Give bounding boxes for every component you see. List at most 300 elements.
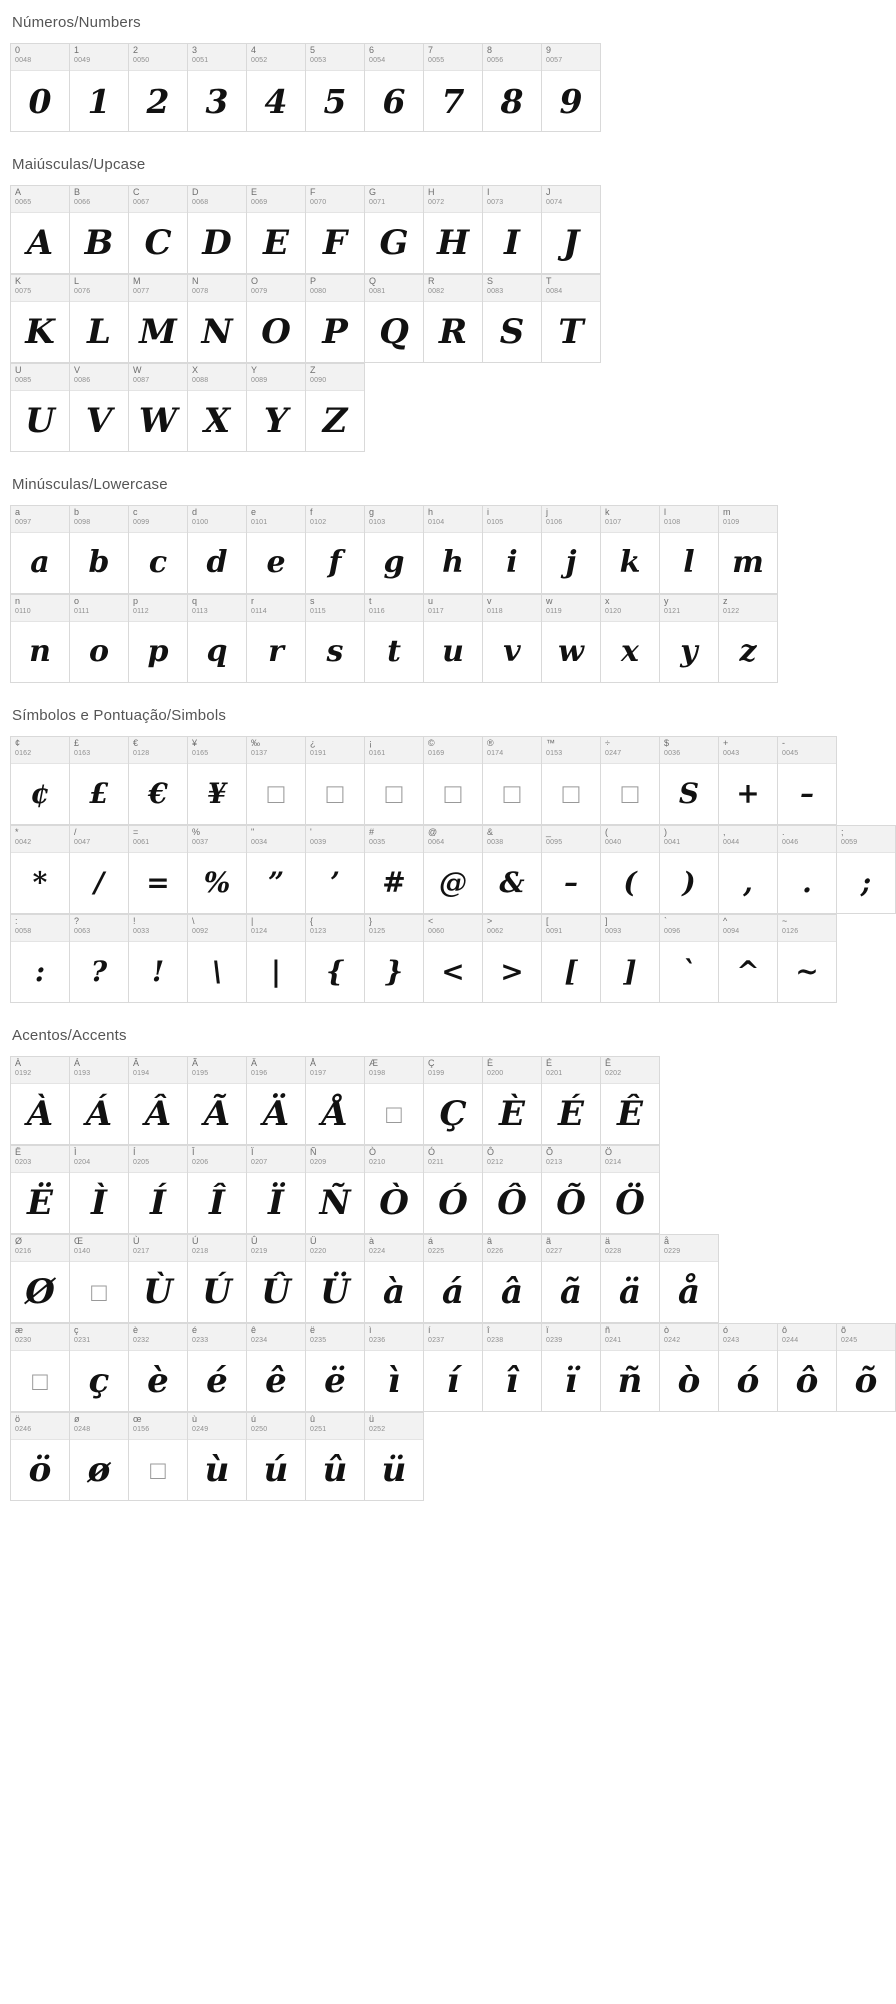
glyph-cell[interactable]	[306, 1235, 365, 1323]
glyph-cell[interactable]	[719, 595, 778, 683]
glyph-unicode-label: 0034	[251, 839, 268, 846]
glyph-cell-header	[70, 1235, 128, 1262]
glyph-cell[interactable]	[778, 915, 837, 1003]
glyph-cell[interactable]	[70, 506, 129, 594]
glyph-cell[interactable]	[365, 915, 424, 1003]
glyph-cell[interactable]	[365, 186, 424, 274]
glyph-cell-header	[247, 915, 305, 942]
glyph-char-label: o	[74, 596, 80, 606]
glyph-cell[interactable]	[306, 506, 365, 594]
glyph-char-label: 6	[369, 45, 375, 55]
glyph-cell[interactable]	[424, 1235, 483, 1323]
glyph-cell[interactable]	[719, 826, 778, 914]
glyph-cell[interactable]	[424, 1057, 483, 1145]
glyph-preview: v	[503, 634, 521, 669]
glyph-cell[interactable]	[129, 1324, 188, 1412]
glyph-char-label: Å	[310, 1058, 317, 1068]
glyph-cell[interactable]	[483, 1324, 542, 1412]
glyph-cell[interactable]	[11, 1146, 70, 1234]
glyph-preview: A	[26, 223, 54, 263]
glyph-char-label: S	[487, 276, 494, 286]
glyph-unicode-label: 0194	[133, 1070, 150, 1077]
glyph-cell[interactable]	[129, 915, 188, 1003]
glyph-cell-header	[542, 1324, 600, 1351]
glyph-unicode-label: 0161	[369, 750, 386, 757]
glyph-cell[interactable]	[306, 364, 365, 452]
glyph-unicode-label: 0074	[546, 199, 563, 206]
glyph-cell[interactable]	[778, 1324, 837, 1412]
glyph-cell[interactable]	[247, 737, 306, 825]
glyph-unicode-label: 0112	[133, 608, 149, 615]
glyph-cell[interactable]	[188, 1057, 247, 1145]
glyph-cell[interactable]	[247, 275, 306, 363]
glyph-cell[interactable]	[188, 364, 247, 452]
glyph-cell[interactable]	[542, 737, 601, 825]
glyph-unicode-label: 0075	[15, 288, 32, 295]
glyph-cell-header	[719, 826, 777, 853]
glyph-cell[interactable]	[365, 506, 424, 594]
glyph-cell-header	[719, 595, 777, 622]
glyph-char-label: ø	[74, 1414, 80, 1424]
glyph-cell-header	[365, 1235, 423, 1262]
glyph-unicode-label: 0036	[664, 750, 681, 757]
glyph-cell[interactable]	[247, 826, 306, 914]
glyph-cell[interactable]	[188, 737, 247, 825]
glyph-cell[interactable]	[424, 506, 483, 594]
glyph-char-label: 2	[133, 45, 139, 55]
glyph-cell[interactable]	[11, 186, 70, 274]
glyph-cell[interactable]	[424, 275, 483, 363]
glyph-char-label: i	[487, 507, 489, 517]
glyph-cell[interactable]	[11, 915, 70, 1003]
glyph-cell-header	[247, 595, 305, 622]
glyph-cell[interactable]	[188, 1146, 247, 1234]
glyph-cell[interactable]	[542, 915, 601, 1003]
glyph-char-label: ¢	[15, 738, 21, 748]
glyph-unicode-label: 0249	[192, 1426, 209, 1433]
glyph-cell[interactable]	[424, 1324, 483, 1412]
glyph-unicode-label: 0251	[310, 1426, 327, 1433]
glyph-cell[interactable]	[365, 275, 424, 363]
glyph-cell-header	[483, 1235, 541, 1262]
glyph-cell[interactable]	[129, 826, 188, 914]
glyph-cell-header	[188, 737, 246, 764]
glyph-char-label: æ	[15, 1325, 24, 1335]
glyph-cell-header	[129, 1413, 187, 1440]
glyph-unicode-label: 0218	[192, 1248, 209, 1255]
glyph-char-label: 8	[487, 45, 493, 55]
glyph-unicode-label: 0063	[74, 928, 91, 935]
glyph-cell-header	[247, 1235, 305, 1262]
glyph-cell-header	[11, 1057, 69, 1084]
glyph-char-label: ¡	[369, 738, 372, 748]
glyph-preview: *	[32, 866, 48, 899]
glyph-cell[interactable]	[601, 1146, 660, 1234]
glyph-preview: (	[623, 866, 637, 899]
glyph-char-label: ã	[546, 1236, 552, 1246]
glyph-preview: ]	[623, 955, 637, 988]
glyph-cell[interactable]	[365, 595, 424, 683]
glyph-preview: ò	[677, 1361, 701, 1401]
glyph-cell[interactable]	[247, 506, 306, 594]
glyph-cell[interactable]	[11, 737, 70, 825]
glyph-cell[interactable]	[601, 1324, 660, 1412]
glyph-cell[interactable]	[365, 1235, 424, 1323]
glyph-unicode-label: 0124	[251, 928, 268, 935]
glyph-char-label: Â	[133, 1058, 140, 1068]
glyph-char-label: Ç	[428, 1058, 435, 1068]
glyph-cell[interactable]	[660, 826, 719, 914]
glyph-cell[interactable]	[601, 915, 660, 1003]
glyph-cell[interactable]	[70, 364, 129, 452]
glyph-cell[interactable]	[365, 1324, 424, 1412]
glyph-cell[interactable]	[129, 364, 188, 452]
glyph-unicode-label: 0198	[369, 1070, 386, 1077]
glyph-cell[interactable]	[542, 186, 601, 274]
glyph-cell-header	[70, 1324, 128, 1351]
glyph-char-label: ,	[723, 827, 726, 837]
glyph-cell[interactable]	[601, 595, 660, 683]
glyph-preview: 7	[441, 81, 465, 121]
glyph-cell[interactable]	[247, 915, 306, 1003]
glyph-cell[interactable]	[188, 595, 247, 683]
glyph-unicode-label: 0113	[192, 608, 208, 615]
glyph-cell[interactable]	[129, 44, 188, 132]
glyph-cell[interactable]	[306, 44, 365, 132]
glyph-cell-header	[424, 1324, 482, 1351]
glyph-char-label: d	[192, 507, 198, 517]
glyph-cell-header	[542, 44, 600, 71]
glyph-cell[interactable]	[424, 595, 483, 683]
glyph-char-label: 4	[251, 45, 257, 55]
glyph-cell[interactable]	[365, 737, 424, 825]
glyph-cell-header	[778, 826, 836, 853]
glyph-cell[interactable]	[660, 1235, 719, 1323]
glyph-cell[interactable]	[660, 506, 719, 594]
glyph-preview: À	[26, 1094, 54, 1134]
section-title: Acentos/Accents	[12, 1027, 127, 1044]
glyph-preview: u	[442, 634, 464, 669]
glyph-cell-header	[601, 1235, 659, 1262]
glyph-missing-box-icon: □	[32, 1366, 48, 1396]
glyph-unicode-label: 0089	[251, 377, 268, 384]
glyph-cell[interactable]	[306, 915, 365, 1003]
glyph-unicode-label: 0088	[192, 377, 209, 384]
glyph-cell[interactable]	[129, 275, 188, 363]
glyph-cell[interactable]	[70, 1324, 129, 1412]
glyph-cell[interactable]	[70, 1413, 129, 1501]
glyph-rows	[0, 736, 872, 1003]
glyph-cell[interactable]	[542, 44, 601, 132]
glyph-cell[interactable]	[70, 1235, 129, 1323]
glyph-preview: r	[268, 634, 284, 669]
glyph-cell[interactable]	[483, 1235, 542, 1323]
glyph-unicode-label: 0043	[723, 750, 740, 757]
glyph-cell[interactable]	[601, 826, 660, 914]
glyph-cell[interactable]	[70, 275, 129, 363]
glyph-preview: €	[148, 777, 168, 810]
glyph-cell[interactable]	[306, 275, 365, 363]
glyph-cell[interactable]	[424, 44, 483, 132]
glyph-cell-header	[424, 186, 482, 213]
glyph-row	[10, 1145, 660, 1234]
glyph-preview: ô	[795, 1361, 819, 1401]
glyph-cell[interactable]	[365, 826, 424, 914]
glyph-cell[interactable]	[365, 1413, 424, 1501]
glyph-cell[interactable]	[660, 737, 719, 825]
glyph-cell[interactable]	[188, 1235, 247, 1323]
glyph-unicode-label: 0101	[251, 519, 268, 526]
glyph-cell-header	[247, 737, 305, 764]
glyph-char-label: <	[428, 916, 434, 926]
glyph-char-label: (	[605, 827, 608, 837]
glyph-cell[interactable]	[542, 1146, 601, 1234]
glyph-unicode-label: 0237	[428, 1337, 445, 1344]
glyph-cell[interactable]	[306, 595, 365, 683]
glyph-cell-header	[247, 1146, 305, 1173]
glyph-cell[interactable]	[365, 44, 424, 132]
glyph-char-label: 3	[192, 45, 198, 55]
glyph-cell[interactable]	[11, 1324, 70, 1412]
glyph-cell[interactable]	[247, 364, 306, 452]
glyph-cell[interactable]	[483, 275, 542, 363]
glyph-cell[interactable]	[11, 1413, 70, 1501]
glyph-cell[interactable]	[11, 44, 70, 132]
glyph-cell[interactable]	[129, 595, 188, 683]
glyph-unicode-label: 0119	[546, 608, 562, 615]
glyph-cell[interactable]	[129, 1057, 188, 1145]
glyph-cell[interactable]	[660, 915, 719, 1003]
glyph-cell[interactable]	[188, 186, 247, 274]
glyph-cell[interactable]	[424, 186, 483, 274]
glyph-unicode-label: 0228	[605, 1248, 622, 1255]
glyph-preview: T	[558, 312, 584, 352]
glyph-preview: f	[328, 545, 342, 580]
glyph-unicode-label: 0217	[133, 1248, 150, 1255]
glyph-cell[interactable]	[70, 915, 129, 1003]
glyph-cell[interactable]	[483, 44, 542, 132]
glyph-preview: P	[322, 312, 348, 352]
glyph-cell-header	[188, 506, 246, 533]
glyph-cell[interactable]	[11, 506, 70, 594]
glyph-cell-header	[70, 275, 128, 302]
glyph-cell-header	[483, 44, 541, 71]
glyph-cell[interactable]	[483, 737, 542, 825]
glyph-char-label: k	[605, 507, 610, 517]
glyph-cell[interactable]	[11, 826, 70, 914]
glyph-cell[interactable]	[11, 1235, 70, 1323]
glyph-preview: D	[202, 223, 232, 263]
glyph-preview: ó	[736, 1361, 760, 1401]
glyph-cell[interactable]	[719, 915, 778, 1003]
glyph-unicode-label: 0106	[546, 519, 563, 526]
glyph-unicode-label: 0110	[15, 608, 31, 615]
glyph-cell[interactable]	[306, 826, 365, 914]
glyph-cell[interactable]	[247, 1235, 306, 1323]
glyph-cell[interactable]	[306, 1146, 365, 1234]
glyph-cell[interactable]	[306, 186, 365, 274]
glyph-cell[interactable]	[247, 1324, 306, 1412]
glyph-preview: #	[382, 866, 406, 899]
glyph-cell[interactable]	[70, 1146, 129, 1234]
glyph-cell[interactable]	[424, 915, 483, 1003]
glyph-cell[interactable]	[11, 364, 70, 452]
glyph-unicode-label: 0046	[782, 839, 799, 846]
glyph-cell[interactable]	[837, 826, 896, 914]
glyph-cell[interactable]	[129, 1235, 188, 1323]
glyph-preview: k	[619, 545, 641, 580]
glyph-char-label: ó	[723, 1325, 729, 1335]
glyph-cell-header	[601, 1324, 659, 1351]
glyph-cell[interactable]	[719, 1324, 778, 1412]
glyph-char-label: g	[369, 507, 375, 517]
glyph-cell[interactable]	[542, 506, 601, 594]
glyph-unicode-label: 0202	[605, 1070, 622, 1077]
glyph-cell-header	[483, 595, 541, 622]
glyph-cell[interactable]	[247, 1413, 306, 1501]
glyph-cell[interactable]	[542, 826, 601, 914]
glyph-preview: Y	[263, 401, 289, 441]
glyph-char-label: p	[133, 596, 139, 606]
glyph-cell[interactable]	[483, 506, 542, 594]
glyph-unicode-label: 0102	[310, 519, 327, 526]
glyph-preview: L	[87, 312, 111, 352]
glyph-cell-header	[188, 364, 246, 391]
glyph-cell[interactable]	[188, 915, 247, 1003]
glyph-cell[interactable]	[837, 1324, 896, 1412]
glyph-cell[interactable]	[70, 44, 129, 132]
glyph-unicode-label: 0039	[310, 839, 327, 846]
glyph-cell[interactable]	[129, 1413, 188, 1501]
glyph-cell[interactable]	[306, 737, 365, 825]
glyph-cell[interactable]	[247, 44, 306, 132]
glyph-char-label: 0	[15, 45, 21, 55]
glyph-cell[interactable]	[483, 595, 542, 683]
glyph-cell-header	[247, 1057, 305, 1084]
glyph-char-label: N	[192, 276, 199, 286]
glyph-unicode-label: 0229	[664, 1248, 681, 1255]
glyph-unicode-label: 0058	[15, 928, 32, 935]
glyph-char-label: b	[74, 507, 80, 517]
glyph-unicode-label: 0071	[369, 199, 386, 206]
glyph-cell[interactable]	[365, 1057, 424, 1145]
glyph-cell[interactable]	[778, 826, 837, 914]
glyph-cell[interactable]	[424, 826, 483, 914]
glyph-char-label: l	[664, 507, 666, 517]
glyph-preview: Ô	[497, 1183, 527, 1223]
glyph-cell[interactable]	[129, 1146, 188, 1234]
glyph-preview: ”	[267, 866, 285, 899]
glyph-preview: Ë	[27, 1183, 53, 1223]
glyph-row	[10, 1056, 660, 1145]
glyph-cell[interactable]	[306, 1324, 365, 1412]
glyph-cell[interactable]	[601, 737, 660, 825]
glyph-cell[interactable]	[542, 1235, 601, 1323]
glyph-cell[interactable]	[601, 1057, 660, 1145]
glyph-cell-header	[11, 186, 69, 213]
glyph-cell[interactable]	[483, 1146, 542, 1234]
glyph-rows	[0, 43, 661, 132]
glyph-cell-header	[306, 186, 364, 213]
glyph-char-label: x	[605, 596, 610, 606]
glyph-cell[interactable]	[70, 1057, 129, 1145]
glyph-cell[interactable]	[188, 506, 247, 594]
glyph-cell[interactable]	[188, 1324, 247, 1412]
glyph-cell[interactable]	[11, 1057, 70, 1145]
glyph-cell-header	[542, 915, 600, 942]
glyph-preview: ;	[860, 866, 872, 899]
glyph-cell[interactable]	[483, 1057, 542, 1145]
glyph-cell[interactable]	[70, 737, 129, 825]
glyph-cell-header	[365, 506, 423, 533]
glyph-cell[interactable]	[778, 737, 837, 825]
glyph-cell[interactable]	[188, 44, 247, 132]
glyph-cell-header	[247, 275, 305, 302]
glyph-cell[interactable]	[247, 186, 306, 274]
glyph-cell[interactable]	[483, 915, 542, 1003]
glyph-cell[interactable]	[247, 1146, 306, 1234]
glyph-cell[interactable]	[483, 186, 542, 274]
glyph-char-label: Ü	[310, 1236, 317, 1246]
glyph-cell[interactable]	[542, 595, 601, 683]
glyph-cell[interactable]	[188, 275, 247, 363]
glyph-cell[interactable]	[660, 1324, 719, 1412]
glyph-char-label: ~	[782, 916, 788, 926]
glyph-cell[interactable]	[247, 595, 306, 683]
glyph-cell[interactable]	[306, 1413, 365, 1501]
glyph-cell[interactable]	[11, 275, 70, 363]
glyph-cell[interactable]	[129, 186, 188, 274]
glyph-cell-header	[424, 915, 482, 942]
glyph-unicode-label: 0220	[310, 1248, 327, 1255]
glyph-cell[interactable]	[719, 737, 778, 825]
glyph-cell[interactable]	[70, 826, 129, 914]
glyph-unicode-label: 0248	[74, 1426, 91, 1433]
glyph-cell[interactable]	[660, 595, 719, 683]
glyph-unicode-label: 0121	[664, 608, 681, 615]
glyph-cell[interactable]	[719, 506, 778, 594]
glyph-cell[interactable]	[70, 595, 129, 683]
glyph-cell[interactable]	[247, 1057, 306, 1145]
glyph-cell-header	[424, 737, 482, 764]
glyph-preview: ì	[387, 1361, 401, 1401]
glyph-cell[interactable]	[11, 595, 70, 683]
glyph-unicode-label: 0065	[15, 199, 32, 206]
glyph-cell-header	[483, 1057, 541, 1084]
glyph-cell[interactable]	[188, 826, 247, 914]
glyph-cell[interactable]	[188, 1413, 247, 1501]
glyph-cell[interactable]	[542, 275, 601, 363]
glyph-preview: 4	[264, 81, 288, 121]
glyph-cell[interactable]	[306, 1057, 365, 1145]
glyph-unicode-label: 0204	[74, 1159, 91, 1166]
glyph-cell[interactable]	[129, 506, 188, 594]
glyph-cell[interactable]	[542, 1057, 601, 1145]
glyph-char-label: +	[723, 738, 729, 748]
glyph-cell[interactable]	[365, 1146, 424, 1234]
glyph-preview: H	[436, 223, 470, 263]
glyph-char-label: %	[192, 827, 201, 837]
glyph-cell[interactable]	[129, 737, 188, 825]
glyph-cell[interactable]	[424, 737, 483, 825]
glyph-cell[interactable]	[601, 1235, 660, 1323]
glyph-cell[interactable]	[601, 506, 660, 594]
glyph-cell[interactable]	[483, 826, 542, 914]
glyph-cell[interactable]	[424, 1146, 483, 1234]
glyph-unicode-label: 0174	[487, 750, 504, 757]
glyph-cell[interactable]	[70, 186, 129, 274]
glyph-cell[interactable]	[542, 1324, 601, 1412]
